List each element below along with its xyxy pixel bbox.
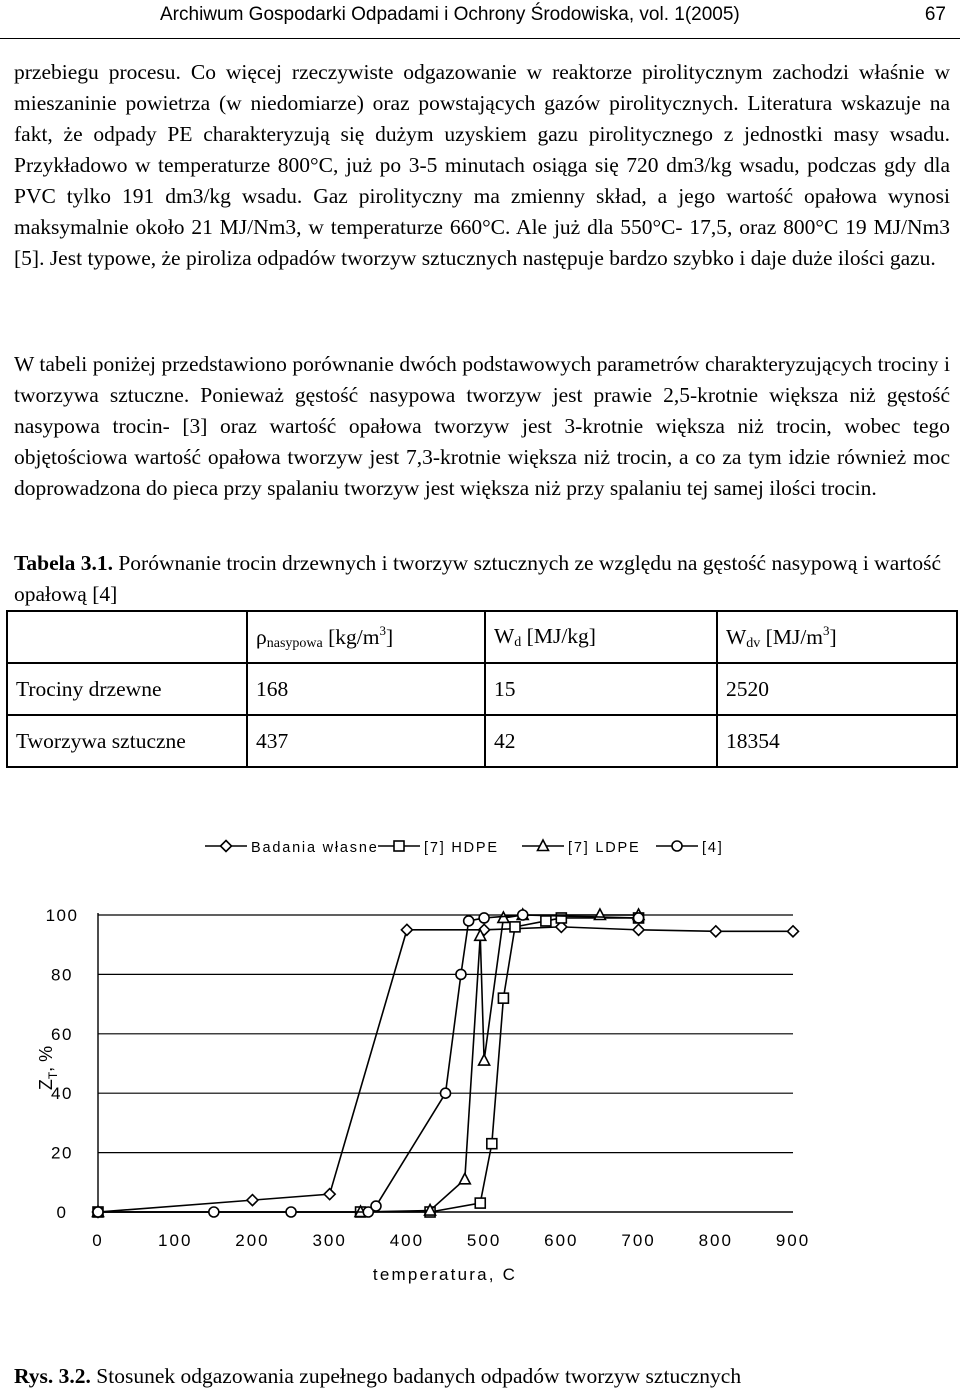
table-row bbox=[7, 663, 957, 715]
x-tick-label: 200 bbox=[235, 1231, 270, 1250]
table-cell: 15 bbox=[485, 663, 717, 715]
legend-marker bbox=[394, 841, 404, 851]
legend-label: [7] HDPE bbox=[424, 840, 499, 856]
table-cell: 2520 bbox=[717, 663, 957, 715]
figure-caption bbox=[14, 1364, 741, 1389]
y-tick-label: 20 bbox=[51, 1143, 73, 1163]
data-point bbox=[479, 913, 489, 923]
table-cell: 437 bbox=[247, 715, 485, 767]
table-caption-label: Tabela 3.1. bbox=[14, 551, 113, 575]
table-header-row bbox=[7, 611, 957, 663]
table-caption bbox=[14, 548, 950, 610]
chart-grid bbox=[98, 915, 793, 1153]
legend-marker bbox=[672, 841, 682, 851]
data-point bbox=[510, 922, 520, 932]
table-header-calorific: $W_d$ [MJ/kg] bbox=[485, 611, 717, 663]
chart-tick-labels bbox=[46, 906, 811, 1250]
data-point bbox=[634, 913, 644, 923]
comparison-table bbox=[6, 610, 958, 768]
series-line bbox=[98, 927, 793, 1212]
y-tick-label: 0 bbox=[56, 1203, 68, 1222]
data-point bbox=[441, 1088, 451, 1098]
x-tick-label: 0 bbox=[92, 1231, 104, 1250]
x-tick-label: 400 bbox=[389, 1231, 425, 1250]
x-tick-label: 600 bbox=[544, 1231, 579, 1250]
y-tick-label: 60 bbox=[51, 1024, 73, 1044]
series-line bbox=[98, 918, 639, 1212]
data-point bbox=[498, 993, 508, 1003]
journal-title: Archiwum Gospodarki Odpadami i Ochrony Środowiska, vol. 1(2005) bbox=[160, 4, 740, 25]
data-point bbox=[459, 1173, 470, 1184]
table-cell: Trociny drzewne bbox=[7, 663, 247, 715]
y-tick-label: 40 bbox=[51, 1084, 73, 1104]
page-header bbox=[0, 0, 960, 39]
table-header-density: $\rho_{nasypowa}$ $[kg/m^3]$ bbox=[247, 611, 485, 663]
data-point bbox=[541, 916, 551, 926]
data-point bbox=[479, 1055, 490, 1066]
table-cell: Tworzywa sztuczne bbox=[7, 715, 247, 767]
data-point bbox=[456, 969, 466, 979]
table-cell: 42 bbox=[485, 715, 717, 767]
paragraph-2: W tabeli poniżej przedstawiono porównanie dwóch podstawowych parametrów charakteryzujących trociny i tworzywa sztuczne. Ponieważ gęstość nasypowa tworzyw jest prawie 2,5-krotnie większa niż gęstość nasypowa trocin- [3] oraz wartość opałowa tworzyw jest 3-krotnie większa niż trocin, wobec tego objętościowa wartość opałowa tworzyw jest 7,3-krotnie większa niż trocin, a co za tym idzie również moc doprowadzona do pieca przy spalaniu tworzyw jest większa niż przy spalaniu tej samej ilości trocin. bbox=[14, 352, 950, 500]
data-point bbox=[788, 926, 799, 937]
data-point bbox=[464, 916, 474, 926]
chart-series bbox=[93, 909, 799, 1218]
table-row bbox=[7, 715, 957, 767]
data-point bbox=[487, 1139, 497, 1149]
legend-marker bbox=[221, 841, 232, 852]
data-point bbox=[401, 924, 412, 935]
paragraph-1: przebiegu procesu. Co więcej rzeczywiste odgazowanie w reaktorze pirolitycznym zachodzi właśnie w mieszaninie powietrza (w niedomiarze) oraz powstających gazów pirolitycznych. Literatura wskazuje na fakt, że odpady PE charakteryzują się dużym uzyskiem gazu pirolitycznego z jednostki masy wsadu. Przykładowo w temperaturze 800°C, już po 3-5 minutach osiąga się 720 dm3/kg wsadu, podczas gdy dla PVC tylko 191 dm3/kg wsadu. Gaz pirolityczny ma zmienny skład, a jego wartość opałowa wynosi maksymalnie około 21 MJ/Nm3, w temperaturze 660°C. Ale już dla 550°C- 17,5, oraz 800°C 19 MJ/Nm3 [5]. Jest typowe, że piroliza odpadów tworzyw sztucznych następuje bardzo szybko i daje duże ilości gazu. bbox=[14, 60, 950, 270]
data-point bbox=[247, 1195, 258, 1206]
page-number: 67 bbox=[924, 4, 946, 25]
x-tick-label: 900 bbox=[775, 1231, 811, 1250]
data-point bbox=[209, 1207, 219, 1217]
table-header-empty bbox=[7, 611, 247, 663]
x-tick-label: 100 bbox=[158, 1231, 193, 1250]
table-cell: 168 bbox=[247, 663, 485, 715]
series-1 bbox=[93, 921, 799, 1217]
figure-caption-text: Stosunek odgazowania zupełnego badanych odpadów tworzyw sztucznych bbox=[90, 1364, 742, 1388]
degassing-chart bbox=[0, 820, 960, 1360]
data-point bbox=[324, 1189, 335, 1200]
data-point bbox=[286, 1207, 296, 1217]
x-axis-label: temperatura, C bbox=[372, 1265, 518, 1284]
x-tick-label: 300 bbox=[312, 1231, 347, 1250]
table-cell: 18354 bbox=[717, 715, 957, 767]
y-tick-label: 80 bbox=[51, 965, 73, 985]
legend-label: [7] LDPE bbox=[568, 840, 641, 856]
svg-text:ZT, %: $Z_T$, % bbox=[36, 1045, 60, 1091]
x-tick-label: 700 bbox=[621, 1231, 656, 1250]
series-2 bbox=[93, 913, 644, 1217]
x-tick-label: 800 bbox=[698, 1231, 733, 1250]
data-point bbox=[371, 1201, 381, 1211]
chart-legend bbox=[205, 840, 724, 856]
data-point bbox=[518, 910, 528, 920]
figure-caption-label: Rys. 3.2. bbox=[14, 1364, 91, 1388]
y-tick-label: 100 bbox=[45, 906, 79, 925]
chart-axes bbox=[98, 913, 793, 1212]
table-header-volumetric-calorific: $W_{dv}$ $[MJ/m^3]$ bbox=[717, 611, 957, 663]
data-point bbox=[93, 1207, 103, 1217]
legend-label: Badania własne bbox=[251, 840, 379, 856]
x-tick-label: 500 bbox=[466, 1231, 502, 1250]
legend-label: [4] bbox=[702, 840, 724, 856]
data-point bbox=[710, 926, 721, 937]
table-caption-text: Porównanie trocin drzewnych i tworzyw sztucznych ze względu na gęstość nasypową i wartość opałową [4] bbox=[14, 551, 942, 606]
data-point bbox=[633, 924, 644, 935]
data-point bbox=[475, 1198, 485, 1208]
